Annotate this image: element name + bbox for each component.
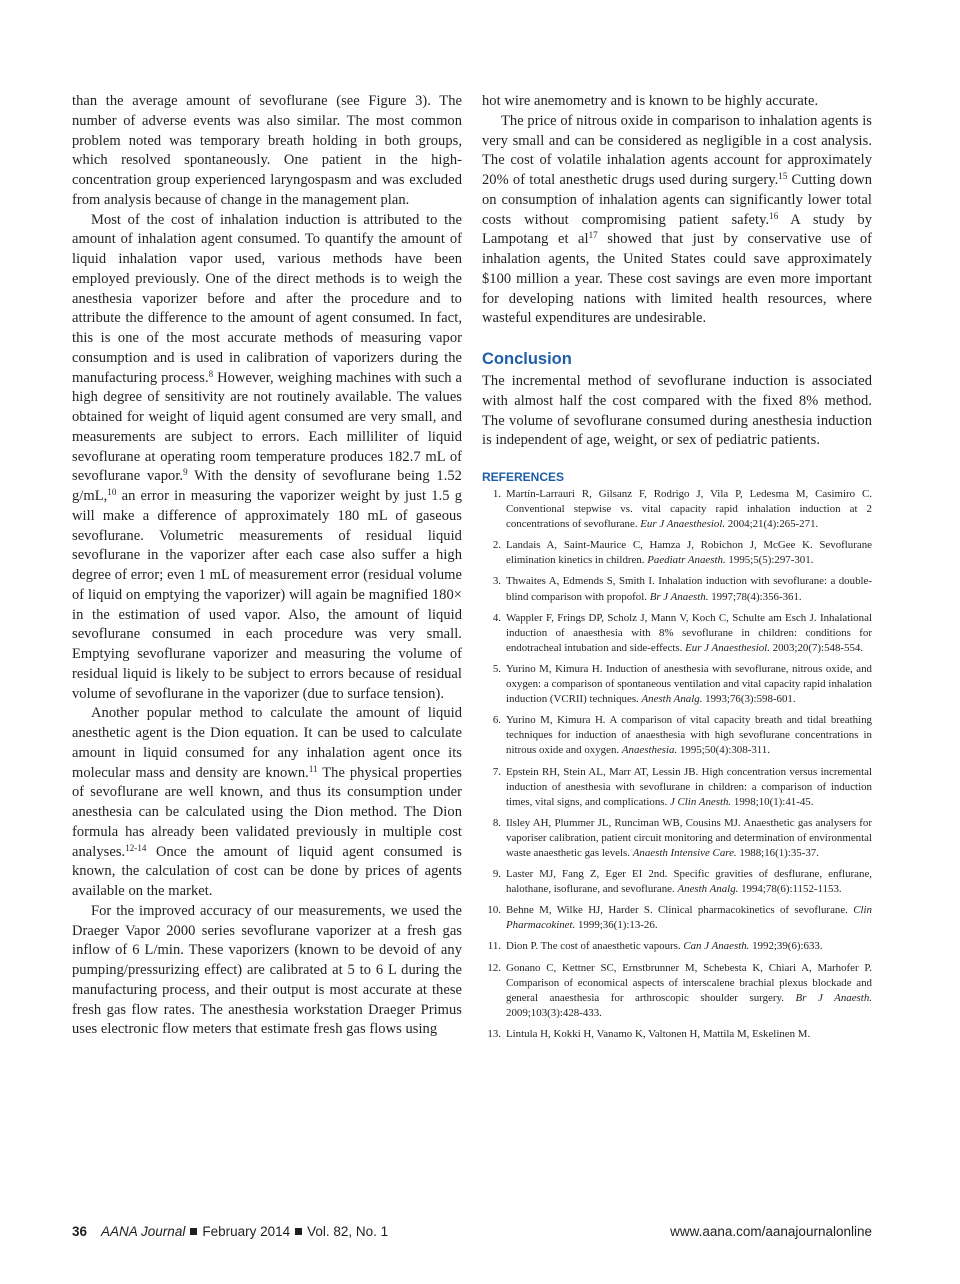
- footer-citation: [72, 1224, 388, 1239]
- reference-details: 1994;78(6):1152-1153.: [738, 883, 842, 896]
- reference-details: 1997;78(4):356-361.: [708, 590, 802, 603]
- reference-number: 2.: [492, 539, 501, 552]
- reference-details: 1988;16(1):35-37.: [736, 846, 819, 859]
- volume-issue: Vol. 82, No. 1: [307, 1224, 389, 1239]
- reference-journal: Br J Anaesth.: [649, 590, 709, 603]
- bullet-square-icon: [295, 1228, 302, 1235]
- reference-text: Martín-Larrauri R, Gilsanz F, Rodrigo J, Vila P, Ledesma M, Casimiro C. Conventional stepwise vs. vital capacity rapid inhalation induction at 2 concentrations of sevoflurane.: [506, 488, 872, 531]
- reference-details: 2003;20(7):548-554.: [769, 641, 864, 654]
- reference-item: [482, 487, 872, 532]
- reference-item: [482, 961, 872, 1021]
- reference-journal: Can J Anaesth.: [683, 940, 750, 953]
- citation-superscript: 9: [183, 467, 188, 478]
- reference-text: Gonano C, Kettner SC, Ernstbrunner M, Schebesta K, Chiari A, Marhofer P. Comparison of economical aspects of interscalene brachial plexus blockade and general anaesthesia for arthroscopic shoulder surgery.: [506, 961, 872, 1004]
- citation-superscript: 11: [308, 763, 318, 774]
- reference-number: 13.: [487, 1027, 501, 1040]
- reference-details: 1995;50(4):308-311.: [677, 744, 770, 757]
- reference-number: 12.: [487, 961, 501, 974]
- reference-journal: Anesth Analg.: [677, 883, 739, 896]
- citation-superscript: 8: [208, 368, 214, 379]
- reference-text: Thwaites A, Edmends S, Smith I. Inhalation induction with sevoflurane: a double-blind comparison with propofol.: [506, 575, 872, 603]
- reference-item: [482, 713, 872, 758]
- reference-details: 1993;76(3):598-601.: [702, 693, 796, 706]
- reference-journal: Anesth Analg.: [641, 693, 703, 706]
- reference-details: 2009;103(3):428-433.: [506, 1006, 602, 1019]
- reference-item: [482, 867, 872, 897]
- reference-journal: Br J Anaesth.: [795, 991, 872, 1004]
- reference-item: [482, 574, 872, 604]
- reference-number: 9.: [492, 868, 501, 881]
- reference-text: Behne M, Wilke HJ, Harder S. Clinical pharmacokinetics of sevoflurane.: [506, 904, 854, 917]
- body-paragraph: Most of the cost of inhalation induction is attributed to the amount of inhalation agent consumed. To quantify the amount of liquid inhalation vapor used, various methods have been employed previously. One of the direct methods is to weigh the anesthesia vaporizer before and after the procedure and to attribute the difference to the amount of agent consumed. In fact, this is one of the most accurate methods of measuring vapor consumption and is used in calibration of vaporizers during the manufacturing process.$^8$ However, weighing machines with such a high degree of sensitivity are not routinely available. The values obtained for weight of liquid agent consumed are very small, and measurements are subject to errors. Each milliliter of liquid sevoflurane at operating room temperature produces 182.7 mL of sevoflurane vapor.$^9$ With the density of sevoflurane being 1.52 g/mL,$^{10}$ an error in measuring the vaporizer weight by just 1.5 g will make a difference of approximately 180 mL of gaseous sevoflurane. Volumetric measurements of residual liquid sevoflurane in the vaporizer after each case also suffer a high degree of error; even 1 mL of measurement error (residual volume of liquid on emptying the vaporizer) will again be magnified 180× in the estimation of used vapor. Also, the amount of liquid sevoflurane consumed in each procedure was very small. Emptying sevoflurane vaporizer and measuring the volume of residual liquid is likely to be subject to errors because of residual volume of sevoflurane in the vaporizer (due to surface tension).: [72, 211, 462, 702]
- reference-details: 1995;5(5):297-301.: [725, 554, 814, 567]
- reference-details: 1999;36(1):13-26.: [575, 919, 658, 932]
- references-heading: REFERENCES: [482, 470, 565, 484]
- reference-journal: Anaesthesia.: [621, 744, 678, 757]
- conclusion-paragraph: The incremental method of sevoflurane induction is associated with almost half the cost compared with the fixed 8% method. The volume of sevoflurane consumed during anesthesia induction is independent of age, weight, or sex of pediatric patients.: [482, 373, 872, 449]
- body-paragraph: For the improved accuracy of our measurements, we used the Draeger Vapor 2000 series sevoflurane vaporizer at a fresh gas inflow of 6 L/min. These vaporizers (known to be devoid of any pumping/pressurizing effect) are calibrated at 5 to 6 L during the manufacturing process, and their output is most accurate at these fresh gas flow rates. The anesthesia workstation Draeger Primus uses electronic flow meters that estimate fresh gas flows using: [72, 902, 462, 1038]
- reference-number: 6.: [492, 714, 501, 727]
- reference-item: [482, 611, 872, 656]
- citation-superscript: 17: [588, 230, 598, 241]
- reference-item: [482, 538, 872, 568]
- page-footer: [72, 1224, 872, 1242]
- reference-details: 1998;10(1):41-45.: [731, 795, 814, 808]
- reference-number: 7.: [492, 765, 501, 778]
- reference-journal: Anaesth Intensive Care.: [632, 846, 737, 859]
- reference-text: Yurino M, Kimura H. Induction of anesthesia with sevoflurane, nitrous oxide, and oxygen: a comparison of spontaneous ventilation and vital capacity rapid inhalation induction (VCRII) techniques.: [506, 662, 872, 706]
- reference-journal: J Clin Anesth.: [669, 795, 732, 808]
- reference-number: 3.: [492, 575, 501, 588]
- reference-text: Ilsley AH, Plummer JL, Runciman WB, Cousins MJ. Anaesthetic gas analysers for vaporiser calibration, patient circuit monitoring and determination of environmental waste anaesthetic gas levels.: [506, 816, 872, 859]
- reference-text: Dion P. The cost of anaesthetic vapours.: [506, 940, 684, 953]
- reference-number: 11.: [487, 940, 501, 953]
- body-paragraph: hot wire anemometry and is known to be highly accurate.: [482, 93, 819, 109]
- citation-superscript: 12-14: [125, 842, 147, 853]
- reference-journal: Eur J Anaesthesiol.: [640, 518, 726, 531]
- reference-text: Yurino M, Kimura H. A comparison of vital capacity breath and tidal breathing techniques for induction of anaesthesia with high sevoflurane concentrations in nitrous oxide and oxygen.: [506, 714, 872, 757]
- reference-item: [482, 662, 872, 707]
- reference-journal: Paediatr Anaesth.: [647, 554, 726, 567]
- reference-number: 10.: [487, 904, 501, 917]
- reference-item: [482, 939, 872, 954]
- reference-text: Epstein RH, Stein AL, Marr AT, Lessin JB. High concentration versus incremental induction of anesthesia with sevoflurane in children: a comparison of induction times, vital signs, and complications.: [506, 765, 872, 808]
- issue-date: February 2014: [202, 1224, 291, 1239]
- reference-item: [482, 816, 872, 861]
- reference-item: [482, 765, 872, 810]
- left-column: [72, 92, 462, 1040]
- reference-number: 4.: [492, 611, 501, 624]
- journal-website: www.aana.com/aanajournalonline: [670, 1224, 872, 1239]
- body-paragraph: than the average amount of sevoflurane (see Figure 3). The number of adverse events was also similar. The most common problem noted was temporary breath holding in both groups, which resolved spontaneously. One patient in the high-concentration group experienced laryngospasm and was excluded from analysis because of change in the management plan.: [72, 93, 462, 208]
- reference-journal: Clin Pharmacokinet.: [506, 904, 872, 932]
- reference-number: 1.: [492, 488, 501, 500]
- reference-text: Landais A, Saint-Maurice C, Hamza J, Robichon J, McGee K. Sevoflurane elimination kinetics in children.: [506, 539, 872, 567]
- body-paragraph: Another popular method to calculate the amount of liquid anesthetic agent is the Dion equation. It can be used to calculate amount in liquid consumed for any inhalation agent once its molecular mass and density are known.$^{11}$ The physical properties of sevoflurane are well known, and thus its consumption under anesthesia can be calculated using the Dion method. The Dion formula has already been validated previously in multiple cost analyses.$^{12-14}$ Once the amount of liquid agent consumed is known, the calculation of cost can be done by prices of agents available on the market.: [72, 705, 462, 899]
- conclusion-heading: Conclusion: [482, 350, 572, 368]
- right-column: [482, 92, 872, 1048]
- references-list: [482, 487, 872, 1042]
- reference-item: [482, 903, 872, 933]
- reference-details: 1992;39(6):633.: [749, 940, 823, 953]
- reference-number: 5.: [492, 662, 501, 675]
- reference-text: Laster MJ, Fang Z, Eger EI 2nd. Specific gravities of desflurane, enflurane, halothane, isoflurane, and sevoflurane.: [506, 868, 872, 896]
- reference-text: Lintula H, Kokki H, Vanamo K, Valtonen H, Mattila M, Eskelinen M.: [506, 1027, 811, 1040]
- bullet-square-icon: [190, 1228, 197, 1235]
- reference-details: 2004;21(4):265-271.: [725, 518, 819, 531]
- page-number: 36: [72, 1224, 88, 1239]
- citation-superscript: 15: [778, 171, 788, 181]
- reference-text: Wappler F, Frings DP, Scholz J, Mann V, Koch C, Schulte am Esch J. Inhalational induction of anaesthesia with 8% sevoflurane in children: conditions for endotracheal intubation and side-effects.: [506, 611, 872, 654]
- citation-superscript: 10: [107, 487, 117, 497]
- reference-item: [482, 1027, 872, 1042]
- journal-name: AANA Journal: [101, 1224, 186, 1239]
- citation-superscript: 16: [769, 210, 779, 221]
- body-paragraph: The price of nitrous oxide in comparison to inhalation agents is very small and can be considered as negligible in a cost analysis. The cost of volatile inhalation agents account for approximately 20% of total anesthetic drugs used during surgery.$^{15}$ Cutting down on consumption of inhalation agents can significantly lower total costs without compromising patient safety.$^{16}$ A study by Lampotang et $al^{17}$ showed that just by conservative use of inhalation agents, the United States could save approximately $100 million a year. These cost savings are even more important for developing nations with limited health resources, where wasteful expenditures are undesirable.: [482, 112, 873, 327]
- reference-number: 8.: [492, 816, 501, 829]
- reference-journal: Eur J Anaesthesiol.: [685, 641, 770, 654]
